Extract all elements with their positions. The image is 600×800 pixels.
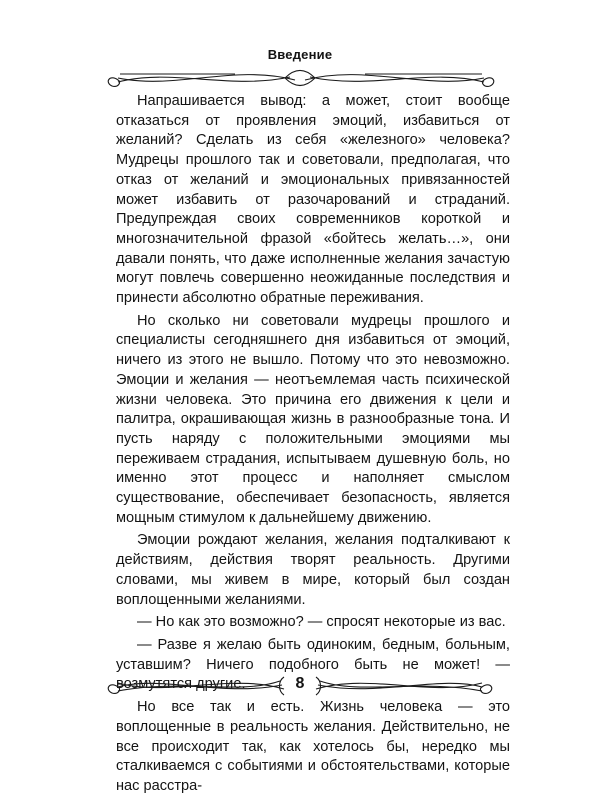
- paragraph: Но сколько ни советовали мудрецы прошлого и специалисты сегодняшнего дня избавиться от эмоций, ничего из этого не вышло. Потому что это невозможно. Эмоции и желания — неотъемлемая часть психической жизни человека. Это причина его движения к цели и палитра, окрашивающая жизнь в разнообразные тона. И пусть наряду с положительными эмоциями мы переживаем страдания, испытываем душевную боль, но именно этот процесс и наполняет смыслом существование, обеспечивает безопасность, является мощным стимулом к дальнейшему движению.: [116, 312, 510, 526]
- paragraph: Но все так и есть. Жизнь человека — это воплощенные в реальность желания. Действительно, не все происходит так, как хотелось бы, нередко мы сталкиваемся с событиями и обстоятельствами, которые нас расстра-: [116, 699, 510, 794]
- paragraph: — Разве я желаю быть одиноким, бедным, больным, уставшим? Ничего подобного быть не может! — возмутятся другие.: [116, 636, 510, 693]
- paragraph: — Но как это возможно? — спросят некоторые из вас.: [137, 614, 506, 631]
- paragraph: Напрашивается вывод: а может, стоит вообще отказаться от проявления эмоций, избавиться от желаний? Сделать из себя «железного» человека? Мудрецы прошлого так и советовали, предполагая, что отказ от желаний и эмоциональных привязанностей может избавить от разочарований и страданий. Предупреждая своих современников короткой и многозначительной фразой «бойтесь желать…», они давали понять, что даже исполненные желания зачастую могут повлечь совершенно неожиданные последствия и принести абсолютно обратные переживания.: [116, 93, 510, 307]
- page-number: 8: [295, 675, 305, 692]
- paragraph: Эмоции рождают желания, желания подталкивают к действиям, действия творят реальность. Другими словами, мы живем в мире, который был создан воплощенными желаниями.: [116, 532, 510, 608]
- page-title: Введение: [267, 47, 333, 62]
